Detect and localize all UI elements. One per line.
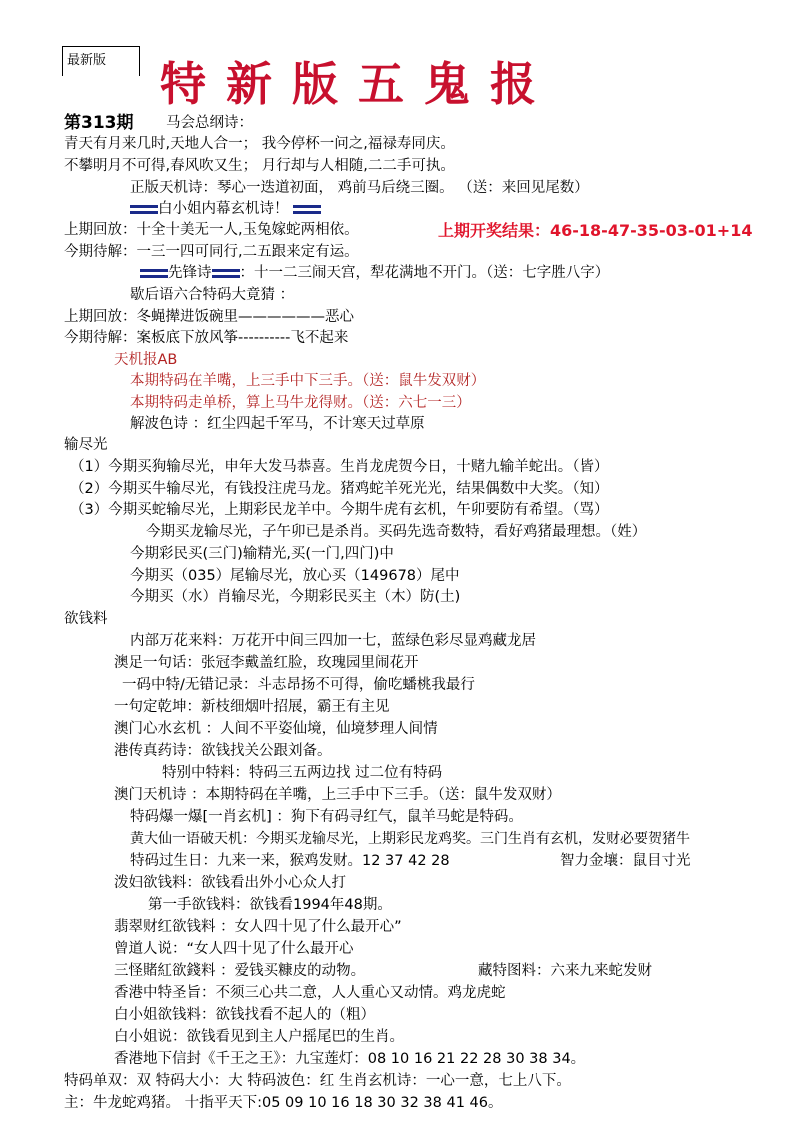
money-line-12: 泼妇欲钱料：欲钱看出外小心众人打 [114,875,346,891]
money-line-3: 一码中特/无错记录：斗志昂扬不可得，偷吃蟠桃我最行 [122,677,475,693]
today-decode-1: 今期待解：一三一四可同行,二五跟来定有运。 [64,244,359,260]
edition-badge: 最新版 [62,46,140,76]
summary-line-1: 特码单双：双 特码大小：大 特码波色：红 生肖玄机诗：一心一意，七上八下。 [64,1073,571,1089]
lose-line-7: 今期买（水）肖输尽光，今期彩民买主（木）防(土) [130,589,461,605]
tianji-ab-title: 天机报AB [114,352,178,368]
last-review-2: 上期回放：冬蝇撵进饭碗里——————恶心 [64,309,354,325]
last-review-1: 上期回放：十全十美无一人,玉兔嫁蛇两相依。 [64,222,359,238]
poem-line-2: 不攀明月不可得,春风吹又生； 月行却与人相随,二二手可执。 [64,158,455,174]
poem-line-1: 青天有月来几时,天地人合一； 我今停杯一问之,福禄寿同庆。 [64,136,455,152]
decoration-mark [293,205,321,214]
money-line-13: 第一手欲钱料：欲钱看1994年48期。 [148,897,392,913]
wave-color-poem: 解波色诗 ：红尘四起千军马，不计寒天过草原 [130,416,425,432]
money-line-19: 白小姐说：欲钱看见到主人户摇尾巴的生肖。 [114,1029,404,1045]
riddle-title: 歇后语六合特码大竟猜 ： [130,287,295,303]
lose-line-6: 今期买（035）尾输尽光，放心买（149678）尾中 [130,568,460,584]
lose-line-5: 今期彩民买(三门)输精光,买(一门,四门)中 [130,546,394,562]
money-line-8: 澳门天机诗 ：本期特码在羊嘴，上三手中下三手。（送：鼠牛发双财） [114,787,561,803]
money-line-15: 曾道人说：“女人四十见了什么最开心 [114,941,354,957]
decoration-mark [130,205,158,214]
tianji-ab-line-1: 本期特码在羊嘴，上三手中下三手。（送：鼠牛发双财） [130,373,486,389]
money-line-16: 三怪賭紅欲錢料 ：爱钱买糠皮的动物。 [114,963,366,979]
money-line-5: 澳门心水玄机 ：人间不平姿仙境，仙境梦理人间情 [114,721,438,737]
money-line-11: 特码过生日：九来一来，猴鸡发财。12 37 42 28 [130,853,450,869]
summary-line-2: 主：牛龙蛇鸡猪。 十指平天下:05 09 10 16 18 30 32 38 41 46。 [64,1095,503,1111]
issue-number: 第313期 [64,113,134,133]
money-line-17: 香港中特圣旨：不须三心共二意，人人重心又动情。鸡龙虎蛇 [114,985,506,1001]
money-line-11b: 智力金壤：鼠目寸光 [560,853,691,869]
money-line-10: 黄大仙一语破天机：今期买龙输尽光，上期彩民龙鸡奖。三门生肖有玄机，发财必要贺猪牛 [130,831,690,847]
lose-line-1: （1）今期买狗输尽光，申年大发马恭喜。生肖龙虎贺今日，十赌九输羊蛇出。（皆） [70,459,609,475]
decoration-mark [140,269,168,278]
money-line-7: 特别中特料：特码三五两边找 过二位有特码 [162,765,443,781]
money-line-16b: 藏特图料：六来九来蛇发财 [478,963,652,979]
money-line-1: 内部万花来料：万花开中间三四加一七，蓝绿色彩尽显鸡藏龙居 [130,633,536,649]
decoration-mark [212,269,240,278]
page-title: 特新版五鬼报 [160,57,556,111]
money-line-4: 一句定乾坤：新枝细烟叶招展，霸王有主见 [114,699,390,715]
money-line-18: 白小姐欲钱料：欲钱找看不起人的（粗） [114,1007,375,1023]
money-line-14: 翡翠财红欲钱料 ：女人四十见了什么最开心” [114,919,402,935]
tianji-poem: 正版天机诗：琴心一迭道初面， 鸡前马后绕三圈。 （送：来回见尾数） [130,180,589,196]
money-line-9: 特码爆一爆[一肖玄机] ：狗下有码寻红气，鼠羊马蛇是特码。 [130,809,523,825]
lose-line-4: 今期买龙输尽光，子午卯已是杀肖。买码先选奇数特，看好鸡猪最理想。（姓） [146,524,647,540]
baixiaojie-poem-title: 白小姐内幕玄机诗！ [130,199,321,219]
lose-line-3: （3）今期买蛇输尽光，上期彩民龙羊中。今期牛虎有玄机，午卯要防有希望。（骂） [70,502,609,518]
tianji-ab-line-2: 本期特码走单桥，算上马牛龙得财。（送：六七一三） [130,395,471,411]
xianfeng-poem: 先锋诗 ：十一二三闹天宫，犁花满地不开门。（送：七字胜八字） [140,263,609,283]
subtitle: 马会总纲诗： [166,115,253,131]
money-line-2: 澳足一句话：张冠李戴盖红脸，玫瑰园里闹花开 [114,655,419,671]
lose-line-2: （2）今期买牛输尽光，有钱投注虎马龙。猪鸡蛇羊死光光，结果偶数中大奖。（知） [70,481,609,497]
today-decode-2: 今期待解：案板底下放风筝----------飞不起来 [64,330,349,346]
money-line-6: 港传真药诗：欲钱找关公跟刘备。 [114,743,332,759]
money-line-20: 香港地下信封《千王之王》：九宝莲灯：08 10 16 21 22 28 30 38 34。 [114,1051,586,1067]
section-want-money: 欲钱料 [64,611,108,627]
section-lose-all: 输尽光 [64,437,108,453]
last-draw-result: 上期开奖结果：46-18-47-35-03-01+14 [438,221,753,240]
